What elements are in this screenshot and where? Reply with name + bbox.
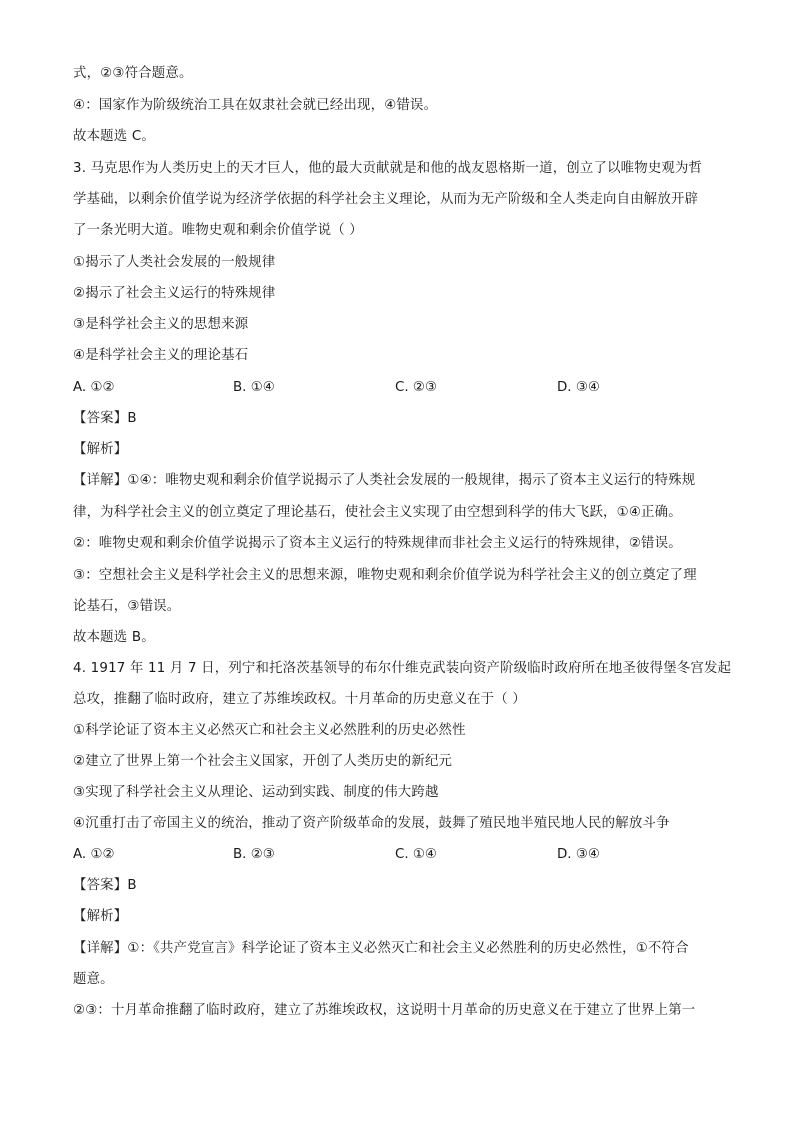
text-line: 【详解】①：《共产党宣言》科学论证了资本主义必然灭亡和社会主义必然胜利的历史必然性，①不符合	[73, 941, 689, 956]
text-line: 式，②③符合题意。	[73, 66, 193, 81]
text-line: 学基础，以剩余价值学说为经济学依据的科学社会主义理论，从而为无产阶级和全人类走向自由解放开辟	[73, 192, 699, 207]
statement-4: ④是科学社会主义的理论基石	[73, 348, 249, 363]
text-line: 故本题选 B。	[73, 630, 155, 645]
analysis-heading: 【解析】	[73, 909, 128, 924]
analysis-heading: 【解析】	[73, 442, 128, 457]
answer-line: 【答案】B	[73, 878, 137, 893]
question-4-stem: 4. 1917 年 11 月 7 日，列宁和托洛茨基领导的布尔什维克武装向资产阶级临时政府所在地圣彼得堡冬宫发起	[73, 661, 732, 676]
option-b: B. ①④	[233, 380, 275, 395]
option-d: D. ③④	[557, 847, 600, 862]
text-line: ②：唯物史观和剩余价值学说揭示了资本主义运行的特殊规律而非社会主义运行的特殊规律，②错误。	[73, 536, 682, 551]
text-line: ④：国家作为阶级统治工具在奴隶社会就已经出现，④错误。	[73, 98, 438, 113]
answer-line: 【答案】B	[73, 411, 137, 426]
text-line: 律，为科学社会主义的创立奠定了理论基石，使社会主义实现了由空想到科学的伟大飞跃，①④正确。	[73, 505, 682, 520]
option-a: A. ①②	[73, 847, 115, 862]
statement-2: ②建立了世界上第一个社会主义国家，开创了人类历史的新纪元	[73, 754, 453, 769]
statement-3: ③实现了科学社会主义从理论、运动到实践、制度的伟大跨越	[73, 785, 439, 800]
option-d: D. ③④	[557, 380, 600, 395]
statement-4: ④沉重打击了帝国主义的统治，推动了资产阶级革命的发展，鼓舞了殖民地半殖民地人民的解放斗争	[73, 816, 670, 831]
statement-1: ①揭示了人类社会发展的一般规律	[73, 255, 276, 270]
text-line: 论基石，③错误。	[73, 599, 181, 614]
option-c: C. ②③	[395, 380, 437, 395]
statement-2: ②揭示了社会主义运行的特殊规律	[73, 286, 276, 301]
text-line: ③：空想社会主义是科学社会主义的思想来源，唯物史观和剩余价值学说为科学社会主义的创立奠定了理	[73, 568, 697, 583]
text-line: 了一条光明大道。唯物史观和剩余价值学说（ ）	[73, 223, 363, 238]
text-line: ②③：十月革命推翻了临时政府，建立了苏维埃政权，这说明十月革命的历史意义在于建立了世界上第一	[73, 1003, 696, 1018]
text-line: 【详解】①④：唯物史观和剩余价值学说揭示了人类社会发展的一般规律，揭示了资本主义运行的特殊规	[73, 473, 696, 488]
question-3-stem: 3. 马克思作为人类历史上的天才巨人，他的最大贡献就是和他的战友恩格斯一道，创立了以唯物史观为哲	[73, 161, 703, 176]
text-line: 题意。	[73, 972, 114, 987]
option-b: B. ②③	[233, 847, 275, 862]
statement-3: ③是科学社会主义的思想来源	[73, 317, 249, 332]
option-c: C. ①④	[395, 847, 437, 862]
option-a: A. ①②	[73, 380, 115, 395]
text-line: 总攻，推翻了临时政府，建立了苏维埃政权。十月革命的历史意义在于（ ）	[73, 692, 526, 707]
statement-1: ①科学论证了资本主义必然灭亡和社会主义必然胜利的历史必然性	[73, 723, 466, 738]
text-line: 故本题选 C。	[73, 129, 155, 144]
